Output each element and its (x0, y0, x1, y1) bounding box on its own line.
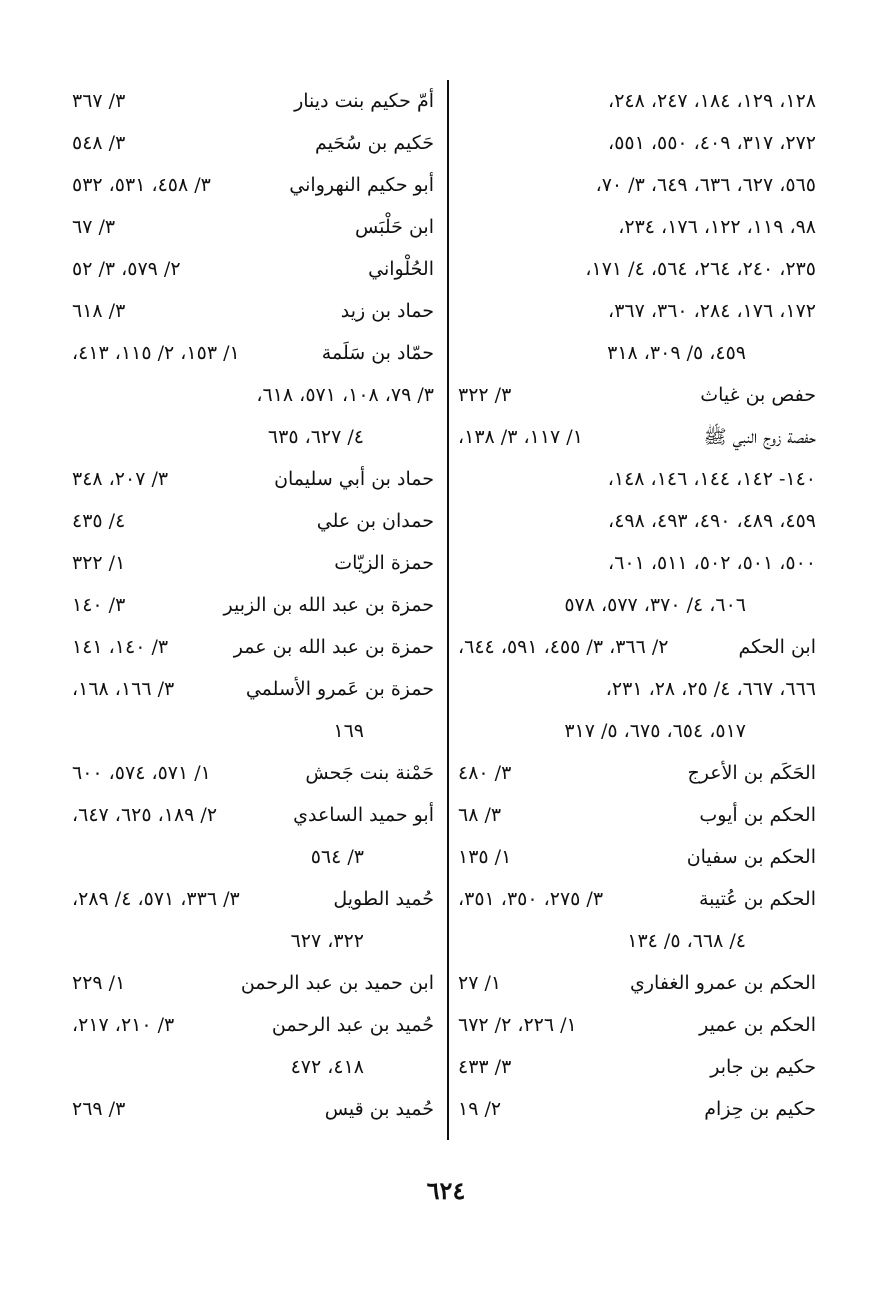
index-entry (72, 542, 434, 584)
index-entry (72, 1088, 434, 1130)
entry-name: الحكم بن عمير (699, 1014, 816, 1036)
entry-references: ١/ ٢٢٦، ٢/ ٦٧٢ (458, 1014, 577, 1036)
index-entry (72, 332, 434, 374)
entry-name: حفصة زوج النبي ﷺ (703, 426, 816, 448)
index-entry (72, 794, 434, 836)
index-column-right (458, 80, 816, 1130)
entry-references: ٦٠٦، ٤/ ٣٧٠، ٥٧٧، ٥٧٨ (564, 594, 746, 616)
entry-references: ١/ ٢٢٩ (72, 972, 126, 994)
entry-references: ٥١٧، ٦٥٤، ٦٧٥، ٥/ ٣١٧ (564, 720, 746, 742)
page-number: ٦٢٤ (426, 1176, 466, 1205)
entry-references: ٣/ ٤٨٠ (458, 762, 512, 784)
entry-references: ٣/ ٢٦٩ (72, 1098, 126, 1120)
entry-references: ١/ ١١٧، ٣/ ١٣٨، (458, 426, 583, 448)
index-entry (458, 164, 816, 206)
entry-references: ٣/ ١٤٠ (72, 594, 126, 616)
entry-name: الحَكَم بن الأعرج (687, 762, 816, 784)
entry-name: الحكم بن عُتيبة (698, 888, 816, 910)
index-entry (458, 374, 816, 416)
entry-name: حُميد بن عبد الرحمن (271, 1014, 434, 1036)
index-entry (458, 332, 816, 374)
entry-name: حكيم بن حِزام (704, 1098, 816, 1120)
entry-name: حماد بن زيد (340, 300, 434, 322)
entry-references: ٤/ ٦٢٧، ٦٣٥ (267, 426, 364, 448)
entry-name: حُميد بن قيس (324, 1098, 434, 1120)
entry-references: ٣/ ٣٦٧ (72, 90, 126, 112)
index-entry (72, 1046, 434, 1088)
index-entry (458, 458, 816, 500)
index-entry (458, 1046, 816, 1088)
index-entry (72, 500, 434, 542)
entry-references: ١٧٢، ١٧٦، ٢٨٤، ٣٦٠، ٣٦٧، (608, 300, 816, 322)
entry-name: حمزة بن عَمرو الأسلمي (245, 678, 434, 700)
index-entry (72, 668, 434, 710)
index-entry (72, 290, 434, 332)
entry-references: ٣/ ٥٤٨ (72, 132, 126, 154)
entry-references: ٣/ ٤٣٣ (458, 1056, 512, 1078)
entry-references: ٣/ ٥٦٤ (310, 846, 364, 868)
entry-references: ٣/ ٢٠٧، ٣٤٨ (72, 468, 169, 490)
entry-name: الحكم بن سفيان (686, 846, 816, 868)
index-entry (458, 920, 816, 962)
entry-name: أبو حكيم النهرواني (289, 174, 434, 196)
entry-references: ٣/ ٦١٨ (72, 300, 126, 322)
entry-name: ابن حميد بن عبد الرحمن (240, 972, 434, 994)
index-entry (72, 752, 434, 794)
index-entry (458, 248, 816, 290)
index-entry (72, 710, 434, 752)
entry-references: ١٦٩ (333, 720, 364, 742)
entry-references: ٣/ ٦٧ (72, 216, 116, 238)
entry-name: ابن الحكم (738, 636, 816, 658)
index-entry (72, 164, 434, 206)
column-divider (447, 80, 449, 1140)
entry-name: حمّاد بن سَلَمة (321, 342, 434, 364)
index-entry (72, 374, 434, 416)
index-entry (458, 710, 816, 752)
index-entry (458, 290, 816, 332)
entry-name: الحكم بن أيوب (699, 804, 816, 826)
entry-references: ١/ ٣٢٢ (72, 552, 126, 574)
entry-references: ٢/ ٣٦٦، ٣/ ٤٥٥، ٥٩١، ٦٤٤، (458, 636, 669, 658)
entry-references: ٩٨، ١١٩، ١٢٢، ١٧٦، ٢٣٤، (618, 216, 816, 238)
index-entry (72, 626, 434, 668)
entry-references: ٥٦٥، ٦٢٧، ٦٣٦، ٦٤٩، ٣/ ٧٠، (595, 174, 816, 196)
entry-references: ٥٠٠، ٥٠١، ٥٠٢، ٥١١، ٦٠١، (608, 552, 816, 574)
entry-name: الحُلْواني (368, 258, 434, 280)
index-entry (458, 80, 816, 122)
entry-name: حَمْنة بنت جَحش (305, 762, 434, 784)
entry-references: ٣/ ٢١٠، ٢١٧، (72, 1014, 175, 1036)
index-entry (72, 920, 434, 962)
index-entry (458, 206, 816, 248)
index-entry (458, 1004, 816, 1046)
index-entry (72, 458, 434, 500)
index-entry (72, 122, 434, 164)
entry-references: ١/ ٥٧١، ٥٧٤، ٦٠٠ (72, 762, 211, 784)
entry-references: ٣/ ٧٩، ١٠٨، ٥٧١، ٦١٨، (256, 384, 434, 406)
index-entry (72, 584, 434, 626)
index-entry (458, 752, 816, 794)
index-entry (72, 416, 434, 458)
entry-references: ١/ ١٣٥ (458, 846, 512, 868)
index-entry (458, 542, 816, 584)
entry-references: ٣/ ٢٧٥، ٣٥٠، ٣٥١، (458, 888, 604, 910)
entry-name: حفص بن غياث (700, 384, 816, 406)
index-entry (72, 962, 434, 1004)
index-entry (458, 416, 816, 458)
entry-name: ابن حَلْبَس (354, 216, 434, 238)
entry-references: ٣/ ٣٣٦، ٥٧١، ٤/ ٢٨٩، (72, 888, 240, 910)
entry-name: حماد بن أبي سليمان (274, 468, 434, 490)
entry-name: حمدان بن علي (316, 510, 434, 532)
entry-references: ٣٢٢، ٦٢٧ (290, 930, 364, 952)
index-entry (458, 626, 816, 668)
entry-references: ٦٦٦، ٦٦٧، ٤/ ٢٥، ٢٨، ٢٣١، (605, 678, 816, 700)
entry-name: حمزة الزيّات (334, 552, 434, 574)
index-entry (72, 80, 434, 122)
index-entry (458, 584, 816, 626)
entry-references: ١/ ١٥٣، ٢/ ١١٥، ٤١٣، (72, 342, 240, 364)
entry-references: ٢/ ٥٧٩، ٣/ ٥٢ (72, 258, 181, 280)
index-entry (72, 206, 434, 248)
entry-references: ٣/ ١٤٠، ١٤١ (72, 636, 169, 658)
entry-name: حَكيم بن سُحَيم (314, 132, 434, 154)
index-entry (72, 1004, 434, 1046)
entry-name: أبو حميد الساعدي (293, 804, 434, 826)
index-entry (458, 122, 816, 164)
entry-references: ٤١٨، ٤٧٢ (290, 1056, 364, 1078)
index-entry (458, 836, 816, 878)
index-entry (72, 878, 434, 920)
entry-references: ٢٣٥، ٢٤٠، ٢٦٤، ٥٦٤، ٤/ ١٧١، (585, 258, 816, 280)
entry-references: ٤/ ٦٦٨، ٥/ ١٣٤ (627, 930, 746, 952)
index-entry (458, 878, 816, 920)
entry-name: الحكم بن عمرو الغفاري (629, 972, 816, 994)
entry-references: ٣/ ٤٥٨، ٥٣١، ٥٣٢ (72, 174, 211, 196)
entry-name: حُميد الطويل (333, 888, 434, 910)
index-entry (72, 248, 434, 290)
entry-references: ٤/ ٤٣٥ (72, 510, 126, 532)
entry-name: حمزة بن عبد الله بن الزبير (223, 594, 434, 616)
entry-name: حكيم بن جابر (710, 1056, 816, 1078)
index-entry (458, 668, 816, 710)
entry-references: ٢٧٢، ٣١٧، ٤٠٩، ٥٥٠، ٥٥١، (608, 132, 816, 154)
entry-references: ٢/ ١٨٩، ٦٢٥، ٦٤٧، (72, 804, 218, 826)
entry-references: ٤٥٩، ٥/ ٣٠٩، ٣١٨ (607, 342, 746, 364)
index-entry (72, 836, 434, 878)
entry-references: ٣/ ٣٢٢ (458, 384, 512, 406)
index-entry (458, 1088, 816, 1130)
entry-references: ٢/ ١٩ (458, 1098, 502, 1120)
entry-references: ٣/ ٦٨ (458, 804, 502, 826)
entry-references: ٤٥٩، ٤٨٩، ٤٩٠، ٤٩٣، ٤٩٨، (608, 510, 816, 532)
entry-references: ١/ ٢٧ (458, 972, 502, 994)
entry-name: حمزة بن عبد الله بن عمر (233, 636, 434, 658)
index-entry (458, 500, 816, 542)
entry-references: ٣/ ١٦٦، ١٦٨، (72, 678, 175, 700)
index-entry (458, 962, 816, 1004)
entry-name: أمّ حكيم بنت دينار (294, 90, 434, 112)
entry-references: ١٤٠- ١٤٢، ١٤٤، ١٤٦، ١٤٨، (607, 468, 816, 490)
index-column-left (72, 80, 434, 1130)
index-entry (458, 794, 816, 836)
entry-references: ١٢٨، ١٢٩، ١٨٤، ٢٤٧، ٢٤٨، (608, 90, 816, 112)
